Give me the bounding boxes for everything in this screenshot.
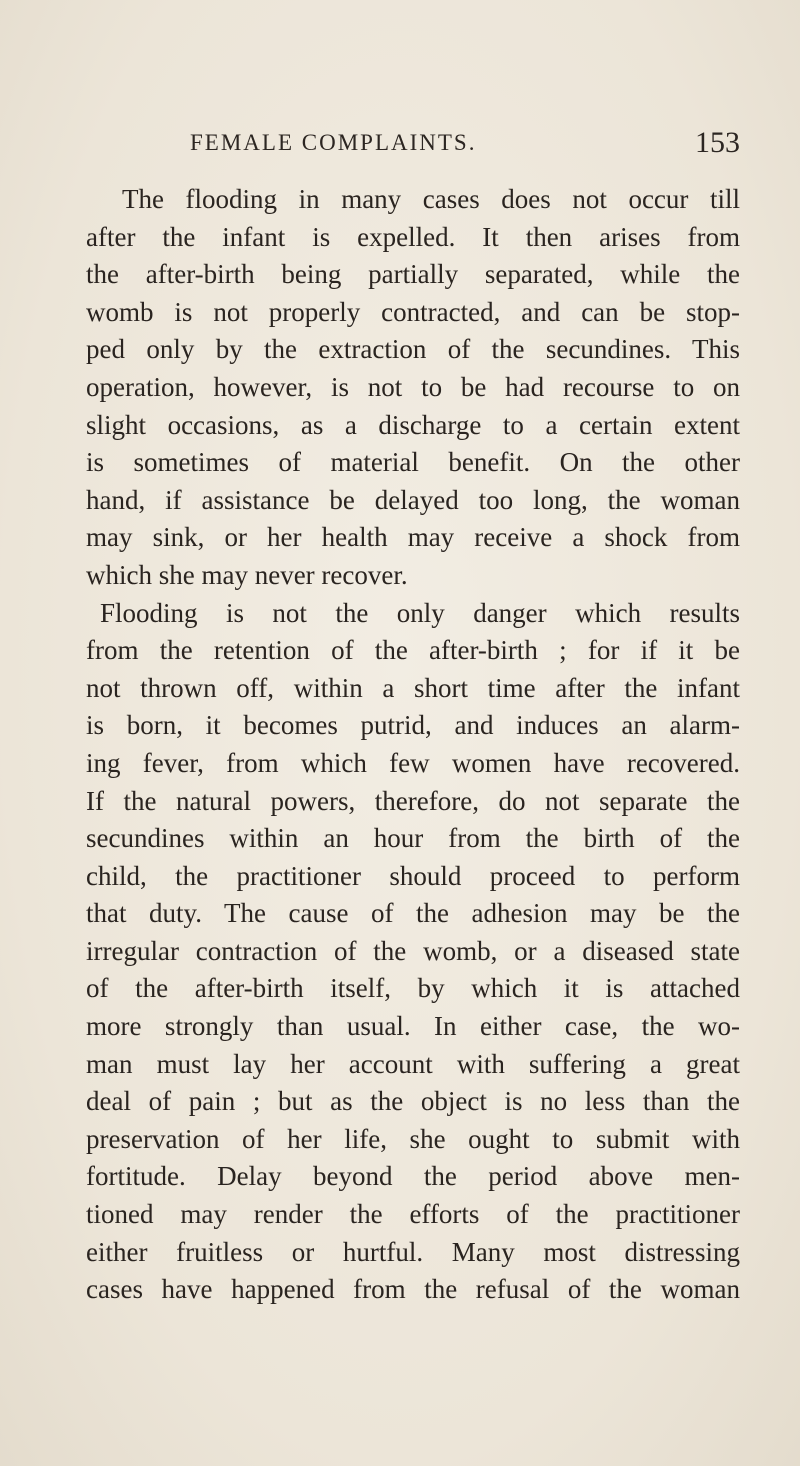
text-line: which she may never recover. — [86, 559, 408, 590]
text-line: preservation of her life, she ought to submit with — [86, 1123, 740, 1154]
text-line: after the infant is expelled. It then arises from — [86, 221, 740, 252]
running-head — [190, 126, 740, 170]
text-line: the after-birth being partially separated, while the — [86, 259, 740, 290]
text-line: operation, however, is not to be had recourse to on — [86, 371, 740, 402]
text-line: not thrown off, within a short time after the infant — [86, 672, 740, 703]
text-line: Flooding is not the only danger which results — [100, 597, 740, 628]
text-line: secundines within an hour from the birth of the — [86, 823, 740, 854]
text-line: of the after-birth itself, by which it is attached — [86, 973, 740, 1004]
text-line: is sometimes of material benefit. On the other — [86, 447, 740, 478]
text-line: slight occasions, as a discharge to a certain extent — [86, 409, 740, 440]
text-line: more strongly than usual. In either case, the wo- — [86, 1011, 740, 1042]
text-line: from the retention of the after-birth ; for if it be — [86, 635, 740, 666]
text-line: child, the practitioner should proceed to perform — [86, 860, 740, 891]
text-line: ing fever, from which few women have recovered. — [86, 747, 740, 778]
text-line: may sink, or her health may receive a shock from — [86, 522, 740, 553]
text-line: is born, it becomes putrid, and induces an alarm- — [86, 710, 740, 741]
text-line: If the natural powers, therefore, do not separate the — [86, 785, 740, 816]
text-line: either fruitless or hurtful. Many most distressing — [86, 1236, 740, 1267]
text-line: deal of pain ; but as the object is no less than the — [86, 1086, 740, 1117]
page-number: 153 — [695, 126, 740, 159]
running-title: FEMALE COMPLAINTS. — [190, 130, 477, 155]
text-line: ped only by the extraction of the secundines. This — [86, 334, 740, 365]
text-line: The flooding in many cases does not occur till — [122, 184, 740, 214]
text-line: that duty. The cause of the adhesion may be the — [86, 898, 740, 929]
text-line: womb is not properly contracted, and can be stop- — [86, 296, 740, 327]
text-line: fortitude. Delay beyond the period above men- — [86, 1161, 740, 1192]
body-text — [86, 181, 740, 1309]
text-line: man must lay her account with suffering a great — [86, 1048, 740, 1079]
text-line: hand, if assistance be delayed too long, the woman — [86, 484, 740, 515]
text-line: cases have happened from the refusal of the woman — [86, 1274, 740, 1305]
text-line: irregular contraction of the womb, or a diseased state — [86, 935, 740, 966]
text-line: tioned may render the efforts of the practitioner — [86, 1199, 740, 1230]
